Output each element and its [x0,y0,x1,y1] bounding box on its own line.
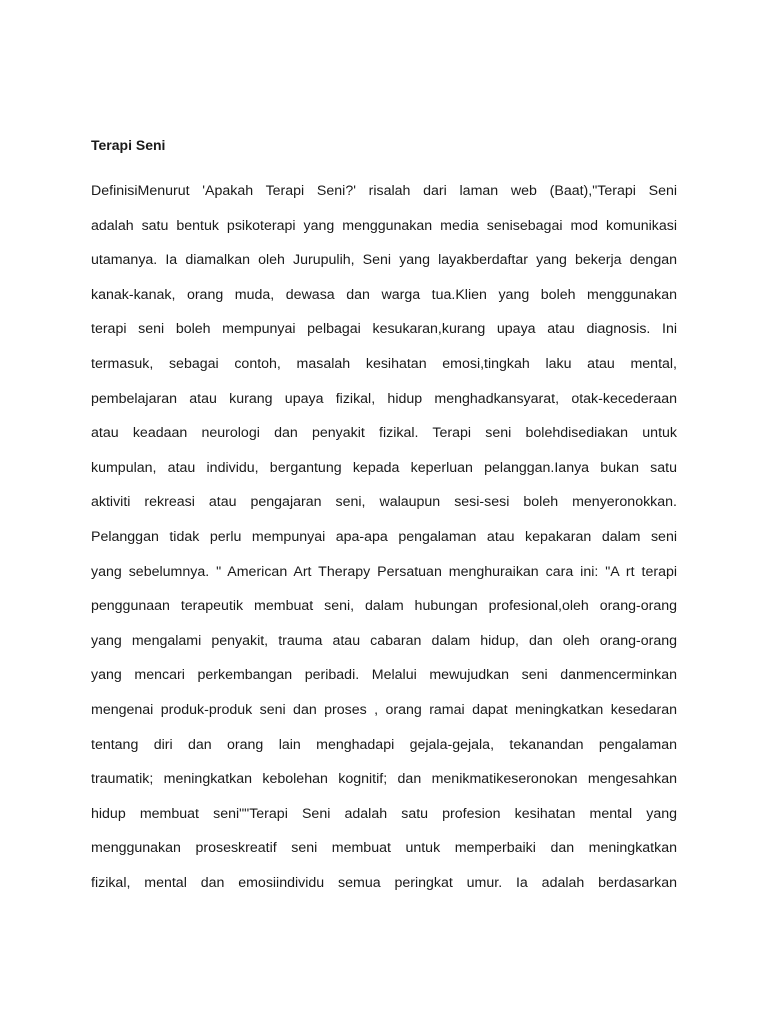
body-text-line: atau keadaan neurologi dan penyakit fizikal. Terapi seni bolehdisediakan untuk [91,425,677,442]
body-text-line: yang mencari perkembangan peribadi. Melalui mewujudkan seni danmencerminkan [91,667,677,684]
document-body [91,180,677,906]
body-text-line: aktiviti rekreasi atau pengajaran seni, walaupun sesi-sesi boleh menyeronokkan. [91,494,677,511]
body-text-line: fizikal, mental dan emosiindividu semua peringkat umur. Ia adalah berdasarkan [91,874,677,891]
body-text-line: utamanya. Ia diamalkan oleh Jurupulih, Seni yang layakberdaftar yang bekerja dengan [91,252,677,269]
body-text-line: menggunakan proseskreatif seni membuat untuk memperbaiki dan meningkatkan [91,840,677,857]
body-text-line: traumatik; meningkatkan kebolehan kognitif; dan menikmatikeseronokan mengesahkan [91,771,677,788]
body-text-line: hidup membuat seni""Terapi Seni adalah satu profesion kesihatan mental yang [91,805,677,822]
body-text-line: DefinisiMenurut 'Apakah Terapi Seni?' risalah dari laman web (Baat),"Terapi Seni [91,183,677,199]
body-text-line: tentang diri dan orang lain menghadapi gejala-gejala, tekanandan pengalaman [91,736,677,753]
body-text-line: kumpulan, atau individu, bergantung kepada keperluan pelanggan.Ianya bukan satu [91,459,677,476]
body-text-line: terapi seni boleh mempunyai pelbagai kesukaran,kurang upaya atau diagnosis. Ini [91,321,677,338]
body-text-line: adalah satu bentuk psikoterapi yang menggunakan media senisebagai mod komunikasi [91,217,677,234]
body-text-line: termasuk, sebagai contoh, masalah kesihatan emosi,tingkah laku atau mental, [91,355,677,372]
body-text-line: penggunaan terapeutik membuat seni, dalam hubungan profesional,oleh orang-orang [91,598,677,615]
document-title: Terapi Seni [91,137,166,153]
body-text-line: yang mengalami penyakit, trauma atau cabaran dalam hidup, dan oleh orang-orang [91,632,677,649]
body-text-line: Pelanggan tidak perlu mempunyai apa-apa pengalaman atau kepakaran dalam seni [91,528,677,545]
body-text-line: mengenai produk-produk seni dan proses , orang ramai dapat meningkatkan kesedaran [91,701,677,718]
body-text-line: kanak-kanak, orang muda, dewasa dan warga tua.Klien yang boleh menggunakan [91,286,677,303]
body-text-line: yang sebelumnya. " American Art Therapy Persatuan menghuraikan cara ini: "A rt terapi [91,563,677,580]
body-text-line: pembelajaran atau kurang upaya fizikal, hidup menghadkansyarat, otak-kecederaan [91,390,677,407]
